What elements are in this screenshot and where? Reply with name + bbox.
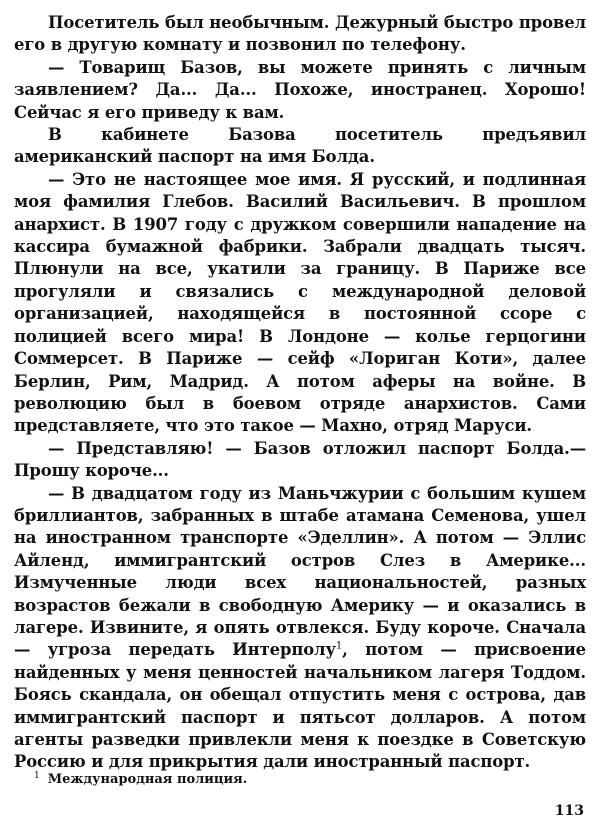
footnote-mark: 1 <box>34 770 40 781</box>
footnote-text: Международная полиция. <box>47 772 248 787</box>
footnote-reference[interactable]: 1 <box>335 640 343 652</box>
page-body <box>14 12 586 774</box>
paragraph-1: Посетитель был необычным. Дежурный быстро провел его в другую комнату и позвонил по телефону. <box>14 13 586 55</box>
footnote <box>34 772 554 788</box>
paragraph-2: — Товарищ Базов, вы можете принять с личным заявлением? Да... Да... Похоже, иностранец. Хорошо! Сейчас я его приведу к вам. <box>14 57 586 122</box>
paragraph-3: В кабинете Базова посетитель предъявил американский паспорт на имя Болда. <box>14 125 586 167</box>
paragraph-6-part-1: — В двадцатом году из Маньчжурии с большим кушем бриллиантов, забранных в штабе атамана Семенова, ушел на иностранном транспорте «Эделлин». А потом — Эллис Айленд, иммигрантский остров Слез в Америке... Измученные люди всех национальностей, разных возрастов бежали в свободную Америку — и оказались в лагере. Извините, я опять отвлекся. Буду короче. Сначала — угроза передать Интерполу <box>14 483 586 660</box>
paragraph-5: — Представляю! — Базов отложил паспорт Болда.— Прошу короче... <box>14 438 586 481</box>
paragraph-4: — Это не настоящее мое имя. Я русский, и подлинная моя фамилия Глебов. Василий Васильевич. В прошлом анархист. В 1907 году с дружком совершили нападение на кассира бумажной фабрики. Забрали двадцать тысяч. Плюнули на все, укатили за границу. В Париже все прогуляли и связались с международной деловой организацией, находящейся в постоянной ссоре с полицией всего мира! В Лондоне — колье герцогини Соммерсет. В Париже — сейф «Лориган Коти», далее Берлин, Рим, Мадрид. А потом аферы на войне. В революцию был в боевом отряде анархистов. Сами представляете, что это такое — Махно, отряд Маруси. <box>14 169 586 436</box>
paragraph-6 <box>14 483 586 774</box>
page-number: 113 <box>554 803 584 819</box>
paragraph-6-part-2: , потом — присвоение найденных у меня ценностей начальником лагеря Тоддом. Боясь скандала, он обещал отпустить меня с острова, дав иммигрантский паспорт и пятьсот долларов. А потом агенты разведки привлекли меня к поездке в Советскую Россию и для прикрытия дали иностранный паспорт. <box>14 640 586 772</box>
